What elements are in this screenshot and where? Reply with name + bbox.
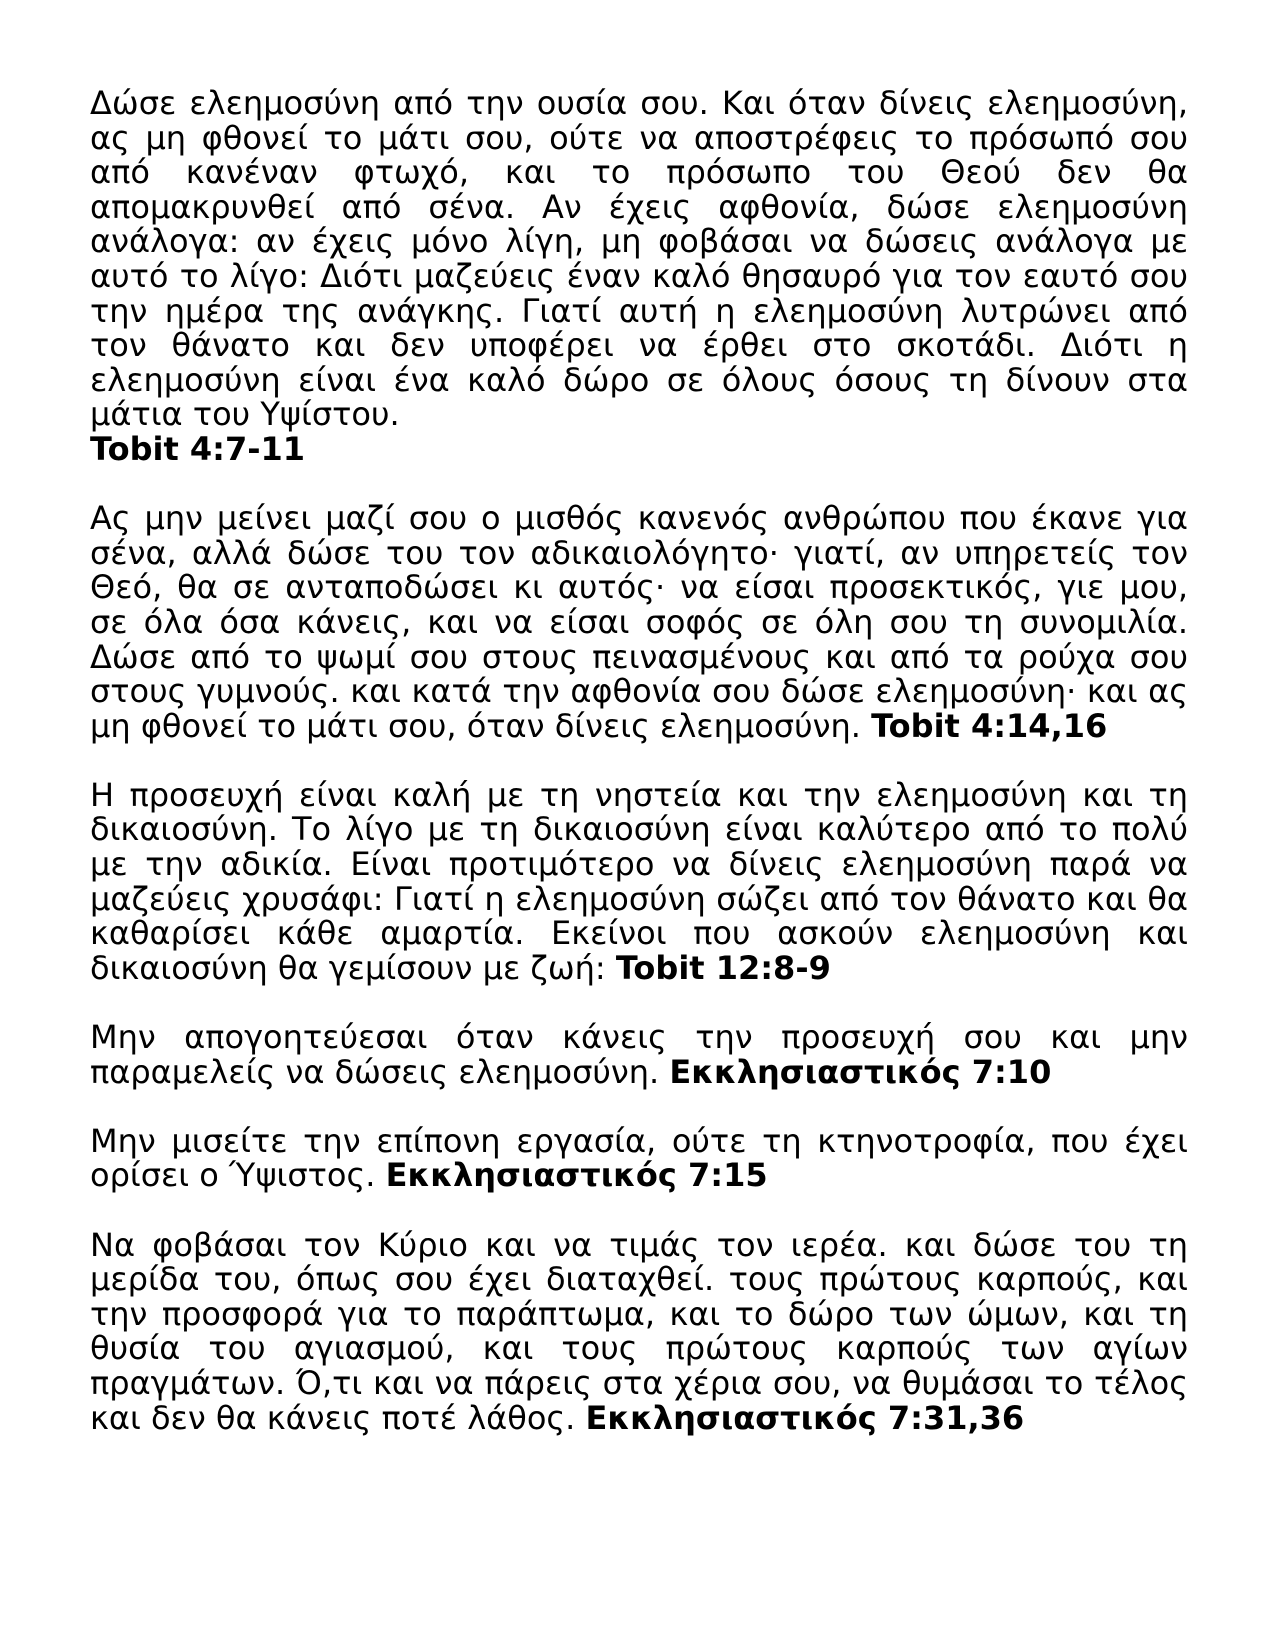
passage-text: Μην μισείτε την επίπονη εργασία, ούτε τη κτηνοτροφία, που έχει ορίσει ο Ύψιστος. (90, 1121, 1188, 1195)
passage-5 (90, 1121, 1188, 1195)
passage-text: Δώσε ελεημοσύνη από την ουσία σου. Και όταν δίνεις ελεημοσύνη, ας μη φθονεί το μάτι σου, ούτε να αποστρέφεις το πρόσωπό σου από κανέναν φτωχό, και το πρόσωπο του Θεού δεν θα απομακρυνθεί από σένα. Αν έχεις αφθονία, δώσε ελεημοσύνη ανάλογα: αν έχεις μόνο λίγη, μη φοβάσαι να δώσεις ανάλογα με αυτό το λίγο: Διότι μαζεύεις έναν καλό θησαυρό για τον εαυτό σου την ημέρα της ανάγκης. Γιατί αυτή η ελεημοσύνη λυτρώνει από τον θάνατο και δεν υποφέρει να έρθει στο σκοτάδι. Διότι η ελεημοσύνη είναι ένα καλό δώρο σε όλους όσους τη δίνουν στα μάτια του Υψίστου. (90, 84, 1188, 434)
passage-text: Ας μην μείνει μαζί σου ο μισθός κανενός ανθρώπου που έκανε για σένα, αλλά δώσε του τον αδικαιολόγητο· γιατί, αν υπηρετείς τον Θεό, θα σε ανταποδώσει κι αυτός· να είσαι προσεκτικός, γιε μου, σε όλα όσα κάνεις, και να είσαι σοφός σε όλη σου τη συνομιλία. Δώσε από το ψωμί σου στους πεινασμένους και από τα ρούχα σου στους γυμνούς. και κατά την αφθονία σου δώσε ελεημοσύνη· και ας μη φθονεί το μάτι σου, όταν δίνεις ελεημοσύνη. (90, 499, 1188, 745)
passage-text: Η προσευχή είναι καλή με τη νηστεία και την ελεημοσύνη και τη δικαιοσύνη. Το λίγο με τη δικαιοσύνη είναι καλύτερο από το πολύ με την αδικία. Είναι προτιμότερο να δίνεις ελεημοσύνη παρά να μαζεύεις χρυσάφι: Γιατί η ελεημοσύνη σώζει από τον θάνατο και θα καθαρίσει κάθε αμαρτία. Εκείνοι που ασκούν ελεημοσύνη και δικαιοσύνη θα γεμίσουν με ζωή: (90, 775, 1188, 987)
passage-2 (90, 501, 1188, 743)
passage-reference: Εκκλησιαστικός 7:10 (669, 1052, 1052, 1091)
passage-reference: Εκκλησιαστικός 7:31,36 (585, 1398, 1025, 1437)
passage-text: Να φοβάσαι τον Κύριο και να τιμάς τον ιερέα. και δώσε του τη μερίδα του, όπως σου έχει διαταχθεί. τους πρώτους καρπούς, και την προσφορά για το παράπτωμα, και το δώρο των ώμων, και τη θυσία του αγιασμού, και τους πρώτους καρπούς των αγίων πραγμάτων. Ό,τι και να πάρεις στα χέρια σου, να θυμάσαι το τέλος και δεν θα κάνεις ποτέ λάθος. (90, 1225, 1188, 1437)
passage-4 (90, 1020, 1188, 1089)
passage-reference: Tobit 12:8-9 (615, 948, 831, 987)
passage-6 (90, 1225, 1188, 1437)
passage-text: Μην απογοητεύεσαι όταν κάνεις την προσευχή σου και μην παραμελείς να δώσεις ελεημοσύνη. (90, 1018, 1188, 1091)
passage-reference: Tobit 4:14,16 (871, 706, 1108, 745)
passage-reference: Tobit 4:7-11 (90, 429, 306, 468)
passage-3 (90, 775, 1188, 987)
passage-1 (90, 86, 1188, 467)
document-page (90, 86, 1188, 1470)
passage-reference: Εκκλησιαστικός 7:15 (385, 1156, 768, 1195)
